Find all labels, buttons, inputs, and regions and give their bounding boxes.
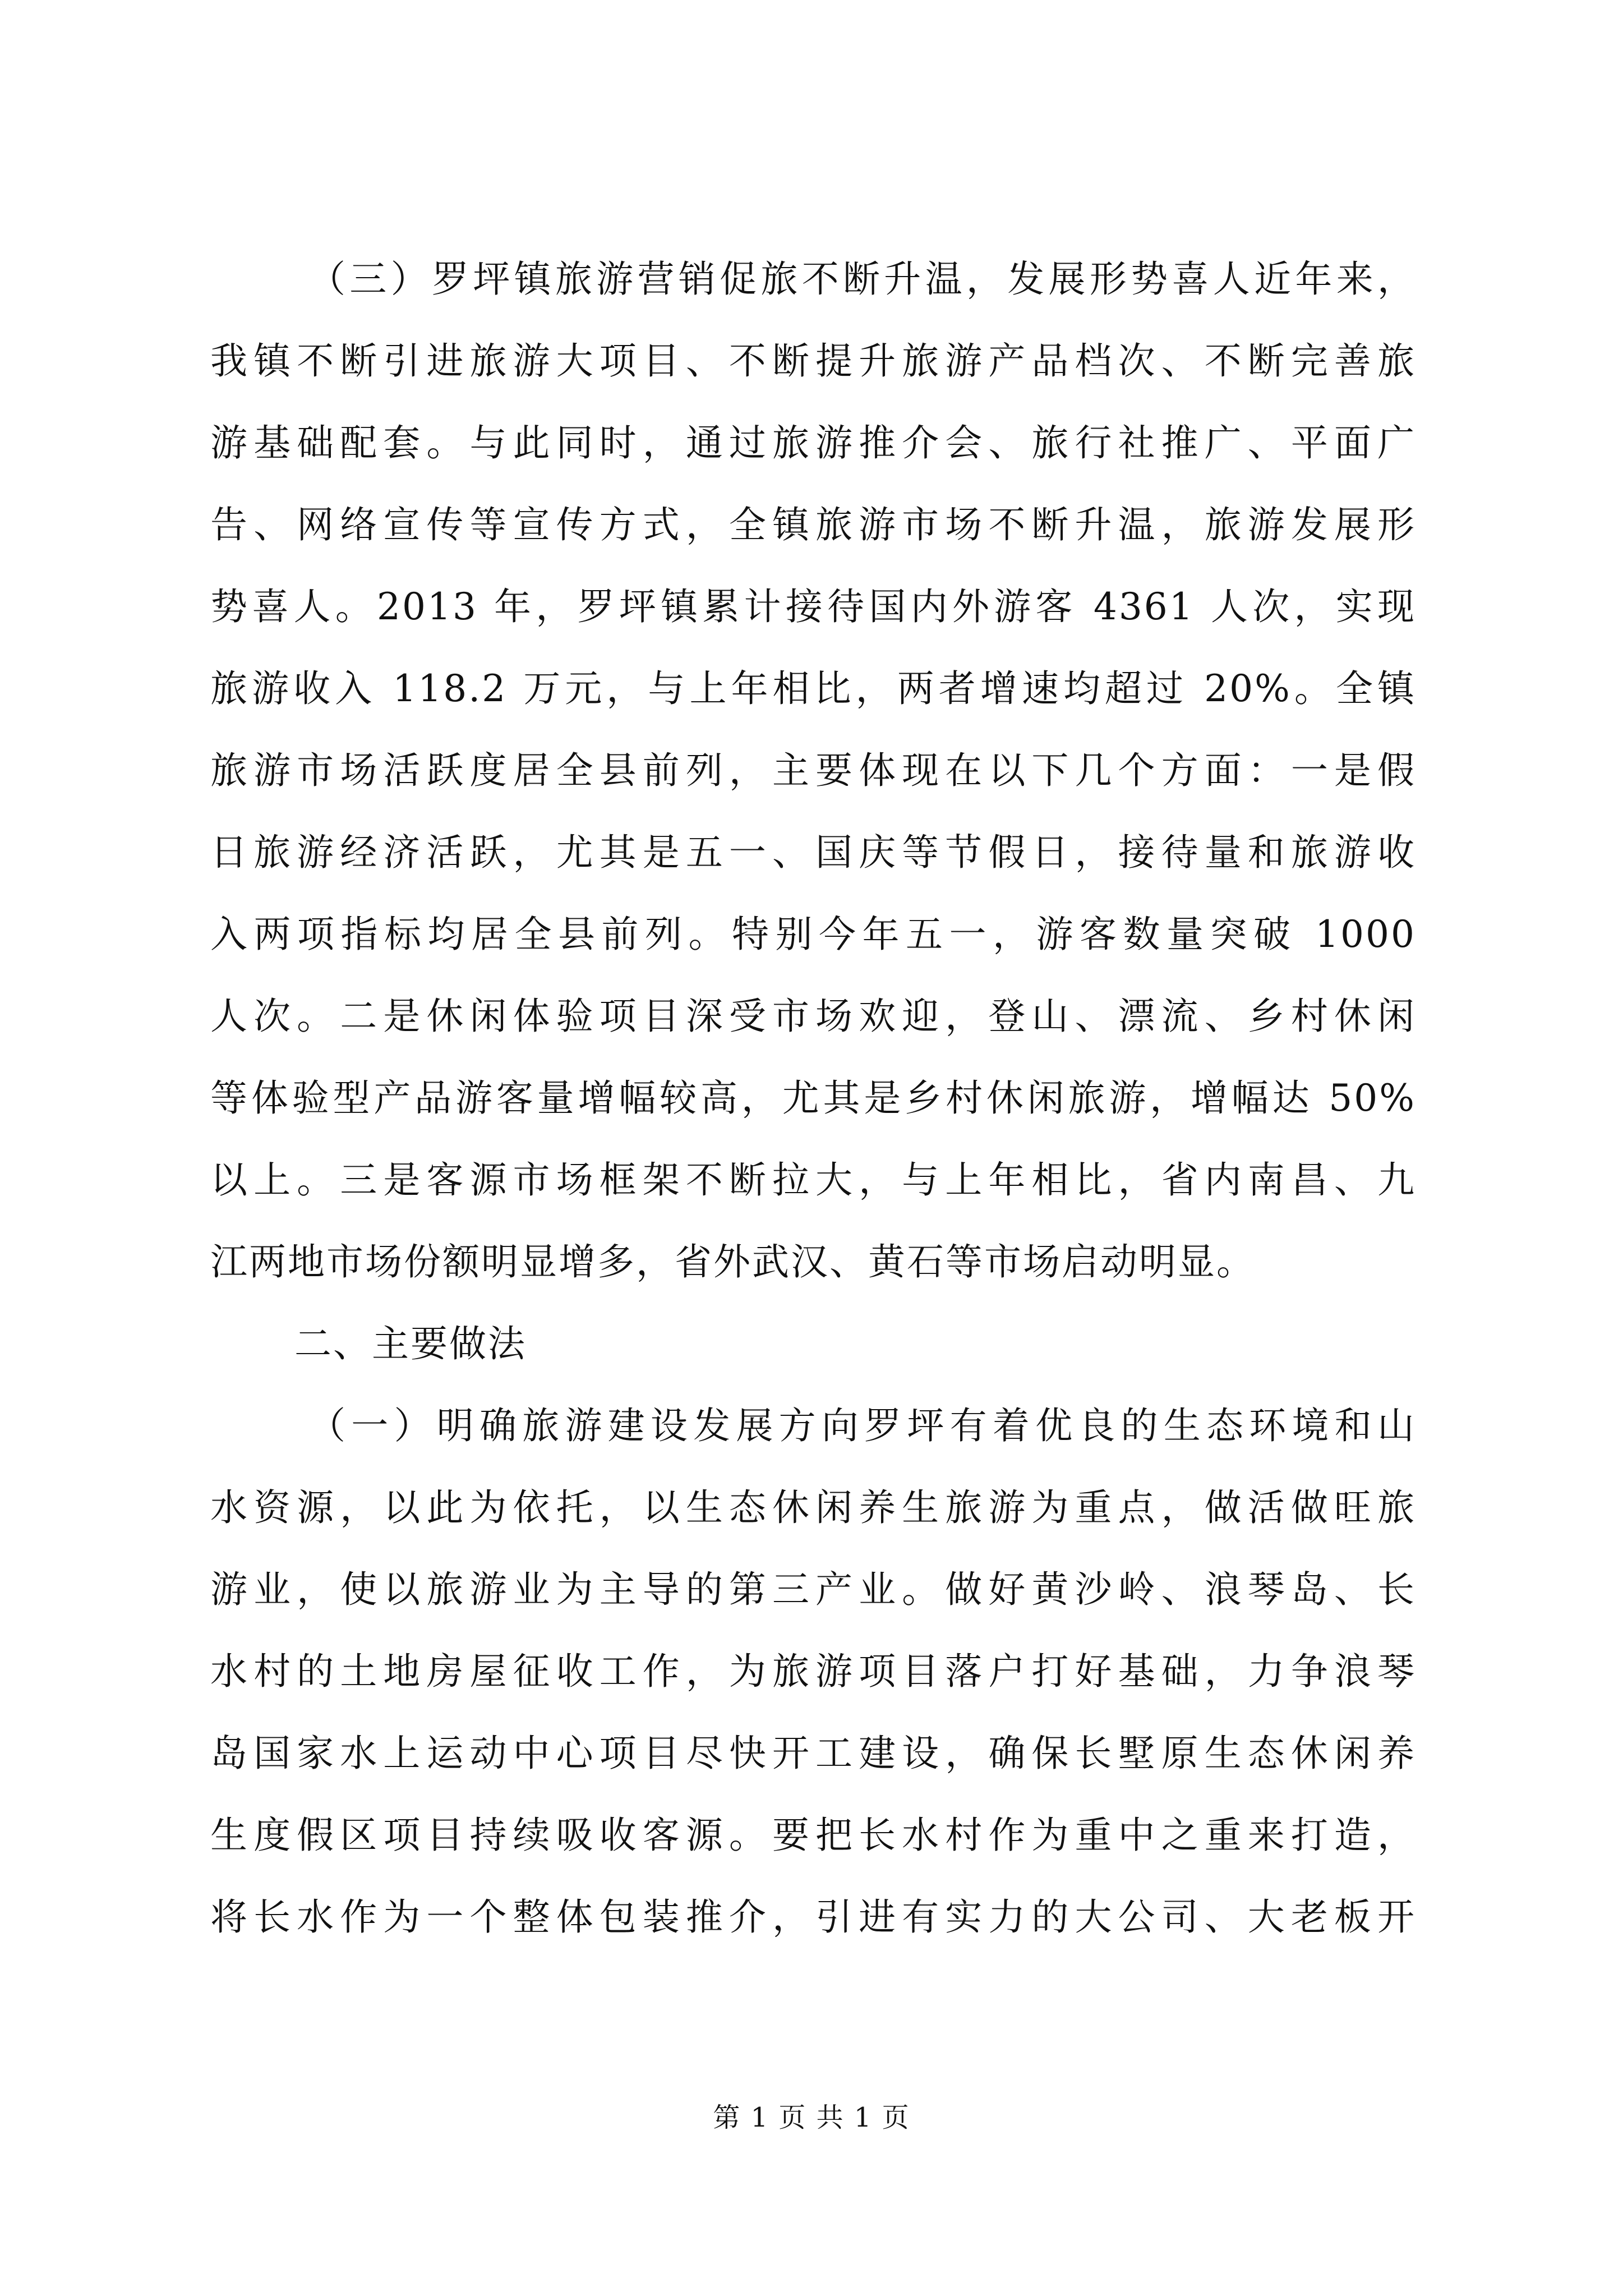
paragraph-line: 岛国家水上运动中心项目尽快开工建设，确保长墅原生态休闲养 (210, 1732, 1416, 1775)
paragraph-line: 将长水作为一个整体包装推介，引进有实力的大公司、大老板开 (210, 1895, 1416, 1939)
paragraph-line: 游业，使以旅游业为主导的第三产业。做好黄沙岭、浪琴岛、长 (210, 1568, 1416, 1611)
paragraph-line: 告、网络宣传等宣传方式，全镇旅游市场不断升温，旅游发展形 (210, 503, 1416, 546)
paragraph-line: 旅游收入 118.2 万元，与上年相比，两者增速均超过 20%。全镇 (210, 667, 1416, 710)
paragraph-line: 游基础配套。与此同时，通过旅游推介会、旅行社推广、平面广 (210, 421, 1416, 464)
paragraph-line: （一）明确旅游建设发展方向罗坪有着优良的生态环境和山 (308, 1404, 1416, 1447)
body-text (210, 238, 1416, 1958)
paragraph-line: 入两项指标均居全县前列。特别今年五一，游客数量突破 1000 (210, 913, 1416, 956)
paragraph-line: 以上。三是客源市场框架不断拉大，与上年相比，省内南昌、九 (210, 1158, 1416, 1202)
paragraph-line: 日旅游经济活跃，尤其是五一、国庆等节假日，接待量和旅游收 (210, 831, 1416, 874)
section-heading: 二、主要做法 (294, 1322, 527, 1365)
paragraph-line: 江两地市场份额明显增多，省外武汉、黄石等市场启动明显。 (210, 1240, 1255, 1283)
page-footer: 第 1 页 共 1 页 (713, 2102, 910, 2133)
paragraph-line: 我镇不断引进旅游大项目、不断提升旅游产品档次、不断完善旅 (210, 339, 1416, 383)
paragraph-line: 等体验型产品游客量增幅较高，尤其是乡村休闲旅游，增幅达 50% (210, 1076, 1416, 1120)
paragraph-line: 生度假区项目持续吸收客源。要把长水村作为重中之重来打造， (210, 1814, 1416, 1857)
paragraph-line: 势喜人。2013 年，罗坪镇累计接待国内外游客 4361 人次，实现 (210, 585, 1416, 628)
paragraph-line: 水村的土地房屋征收工作，为旅游项目落户打好基础，力争浪琴 (210, 1650, 1416, 1693)
paragraph-line: 水资源，以此为依托，以生态休闲养生旅游为重点，做活做旺旅 (210, 1486, 1416, 1529)
paragraph-line: 人次。二是休闲体验项目深受市场欢迎，登山、漂流、乡村休闲 (210, 995, 1416, 1038)
paragraph-line: （三）罗坪镇旅游营销促旅不断升温，发展形势喜人近年来， (308, 257, 1416, 301)
paragraph-line: 旅游市场活跃度居全县前列，主要体现在以下几个方面：一是假 (210, 749, 1416, 792)
